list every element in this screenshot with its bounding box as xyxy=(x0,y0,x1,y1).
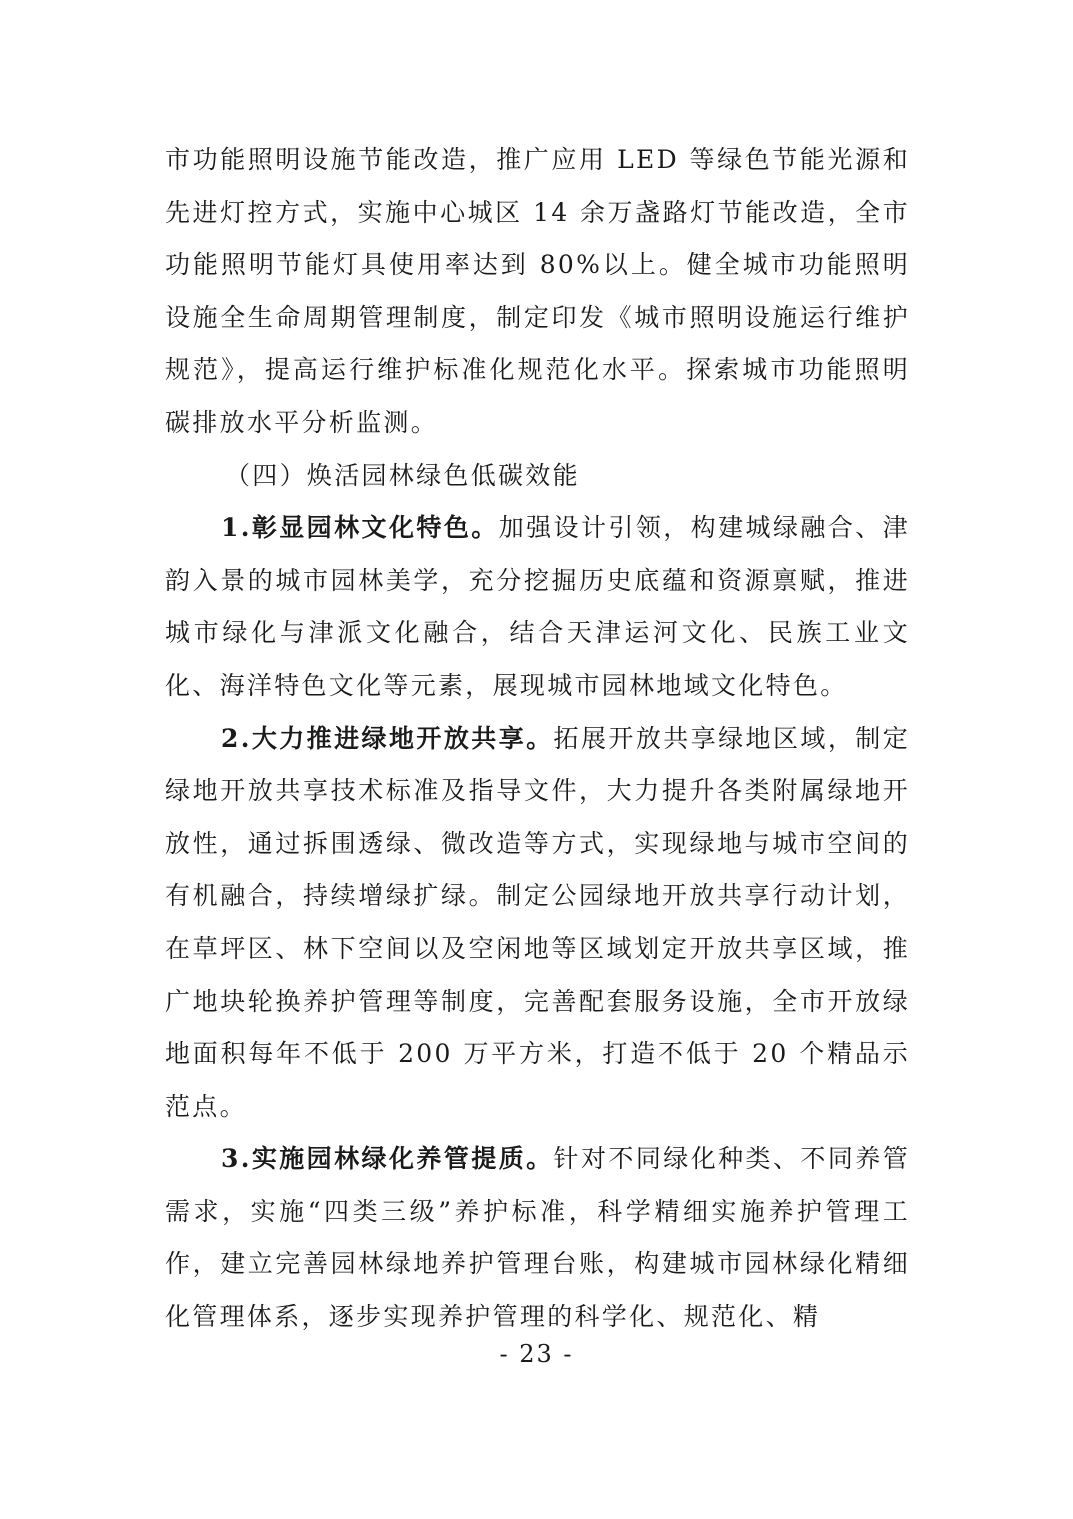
paragraph-continued xyxy=(165,134,910,450)
page-number: - 23 - xyxy=(499,1340,574,1368)
item-text: 拓展开放共享绿地区域，制定绿地开放共享技术标准及指导文件，大力提升各类附属绿地开放性，通过拆围透绿、微改造等方式，实现绿地与城市空间的有机融合，持续增绿扩绿。制定公园绿地开放共享行动计划，在草坪区、林下空间以及空闲地等区域划定开放共享区域，推广地块轮换养护管理等制度，完善配套服务设施，全市开放绿地面积每年不低于 200 万平方米，打造不低于 20 个精品示范点。 xyxy=(165,723,910,1121)
item-lead: 3.实施园林绿化养管提质。 xyxy=(221,1144,554,1174)
paragraph-item-3 xyxy=(165,1133,910,1343)
item-lead: 2.大力推进绿地开放共享。 xyxy=(221,723,554,753)
item-text: 加强设计引领，构建城绿融合、津韵入景的城市园林美学，充分挖掘历史底蕴和资源禀赋，推进城市绿化与津派文化融合，结合天津运河文化、民族工业文化、海洋特色文化等元素，展现城市园林地域文化特色。 xyxy=(165,513,910,700)
paragraph-item-1 xyxy=(165,502,910,712)
item-lead: 1.彰显园林文化特色。 xyxy=(221,513,499,543)
document-body xyxy=(165,134,910,1344)
item-text: 针对不同绿化种类、不同养管需求，实施“四类三级”养护标准，科学精细实施养护管理工作，建立完善园林绿地养护管理台账，构建城市园林绿化精细化管理体系，逐步实现养护管理的科学化、规范化、精 xyxy=(165,1144,910,1332)
section-heading: （四）焕活园林绿色低碳效能 xyxy=(225,460,580,490)
paragraph-text: 市功能照明设施节能改造，推广应用 LED 等绿色节能光源和先进灯控方式，实施中心城区 14 余万盏路灯节能改造，全市功能照明节能灯具使用率达到 80%以上。健全城市功能照明设施全生命周期管理制度，制定印发《城市照明设施运行维护规范》，提高运行维护标准化规范化水平。探索城市功能照明碳排放水平分析监测。 xyxy=(165,145,910,437)
paragraph-item-2 xyxy=(165,713,910,1134)
